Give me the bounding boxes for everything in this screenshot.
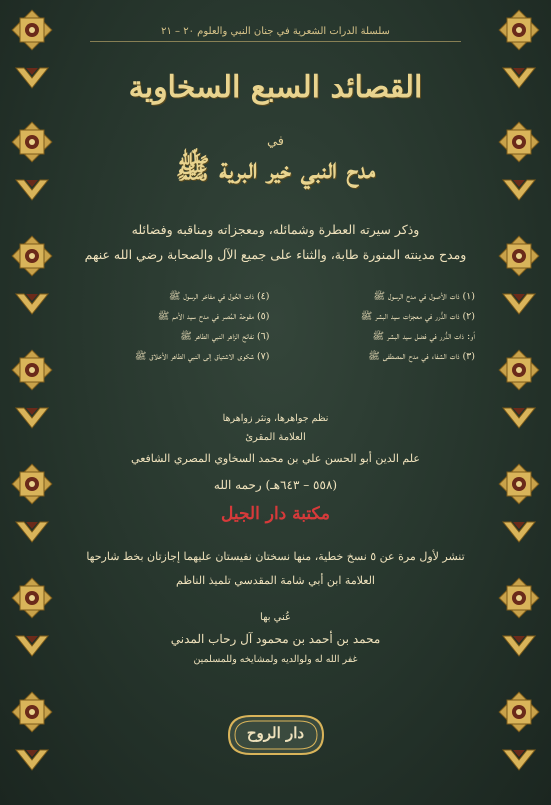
publication-note-1: تنشر لأول مرة عن ٥ نسخ خطية، منها نسختان نفيستان عليهما إجازتان بخط شارحها <box>86 550 465 563</box>
left-ornament-border <box>0 0 64 805</box>
star-medallion-icon <box>8 460 56 508</box>
poem-item: (١) ذات الأصول في مدح الرسول ﷺ <box>373 291 475 302</box>
star-medallion-icon <box>8 346 56 394</box>
chevron-ornament-icon <box>501 632 537 660</box>
editor-label: عُني بها <box>260 612 291 623</box>
poem-item: (٣) ذات الشفاء في مدح المصطفى ﷺ <box>368 351 475 362</box>
chevron-ornament-icon <box>14 632 50 660</box>
chevron-ornament-icon <box>501 404 537 432</box>
star-medallion-icon <box>495 574 543 622</box>
chevron-ornament-icon <box>501 518 537 546</box>
star-medallion-icon <box>8 118 56 166</box>
description-line-2: ومدح مدينته المنورة طابة، والثناء على جميع الآل والصحابة رضي الله عنهم <box>84 247 467 262</box>
series-divider <box>90 41 461 42</box>
star-medallion-icon <box>495 460 543 508</box>
chevron-ornament-icon <box>14 746 50 774</box>
editor-name: محمد بن أحمد بن محمود آل رحاب المدني <box>170 632 381 646</box>
author-name: علم الدين أبو الحسن علي بن محمد السخاوي المصري الشافعي <box>131 452 420 465</box>
author-honorific: العلامة المقرئ <box>245 432 306 443</box>
star-medallion-icon <box>495 232 543 280</box>
chevron-ornament-icon <box>14 176 50 204</box>
star-medallion-icon <box>8 574 56 622</box>
star-medallion-icon <box>495 118 543 166</box>
book-subtitle: مدح النبي خير البرية ﷺ <box>175 152 376 185</box>
chevron-ornament-icon <box>501 64 537 92</box>
description-line-1: وذكر سيرته العطرة وشمائله، ومعجزاته ومناقبه وفضائله <box>131 222 420 237</box>
poem-item: (٥) مقوحة المُصر في مدح سيد الأمم ﷺ <box>157 311 270 322</box>
chevron-ornament-icon <box>14 290 50 318</box>
star-medallion-icon <box>8 232 56 280</box>
publication-note-2: العلامة ابن أبي شامة المقدسي تلميذ الناظم <box>176 574 375 587</box>
star-medallion-icon <box>8 6 56 54</box>
poem-item: (٢) ذات الدُّرر في معجزات سيد البشر ﷺ <box>360 311 475 322</box>
book-title: القصائد السبع السخاوية <box>128 70 423 105</box>
star-medallion-icon <box>495 688 543 736</box>
chevron-ornament-icon <box>501 746 537 774</box>
star-medallion-icon <box>495 346 543 394</box>
chevron-ornament-icon <box>14 64 50 92</box>
poem-item: (٦) نفائح الزاهر النبي الطاهر ﷺ <box>180 331 270 342</box>
author-dates: (٥٥٨ – ٦٤٣هـ) رحمه الله <box>213 478 338 492</box>
poem-item: أو: ذات الدُّرر في فضل سيد البشر ﷺ <box>372 331 475 342</box>
chevron-ornament-icon <box>501 176 537 204</box>
star-medallion-icon <box>495 6 543 54</box>
title-connector: في <box>266 134 285 149</box>
publisher-stamp: مكتبة دار الجيل <box>220 504 331 524</box>
right-ornament-border <box>487 0 551 805</box>
author-intro: نظم جواهرها، ونثر زواهرها <box>222 413 329 424</box>
poems-list <box>76 290 475 364</box>
chevron-ornament-icon <box>14 518 50 546</box>
poem-item: (٤) ذات الحُول في مفاخر الرسول ﷺ <box>168 291 270 302</box>
poem-item: (٧) شكوى الاشتياق إلى النبي الطاهر الأخلاق ﷺ <box>134 351 270 362</box>
chevron-ornament-icon <box>14 404 50 432</box>
editor-prayer: غفر الله له ولوالديه ولمشايخه وللمسلمين <box>193 654 358 665</box>
cover-content <box>70 0 481 805</box>
publisher-logo-text: دار الروح <box>246 724 305 742</box>
star-medallion-icon <box>8 688 56 736</box>
series-line: سلسلة الدرات الشعرية في جنان النبي والعلوم ٢٠ – ٢١ <box>161 26 390 37</box>
chevron-ornament-icon <box>501 290 537 318</box>
